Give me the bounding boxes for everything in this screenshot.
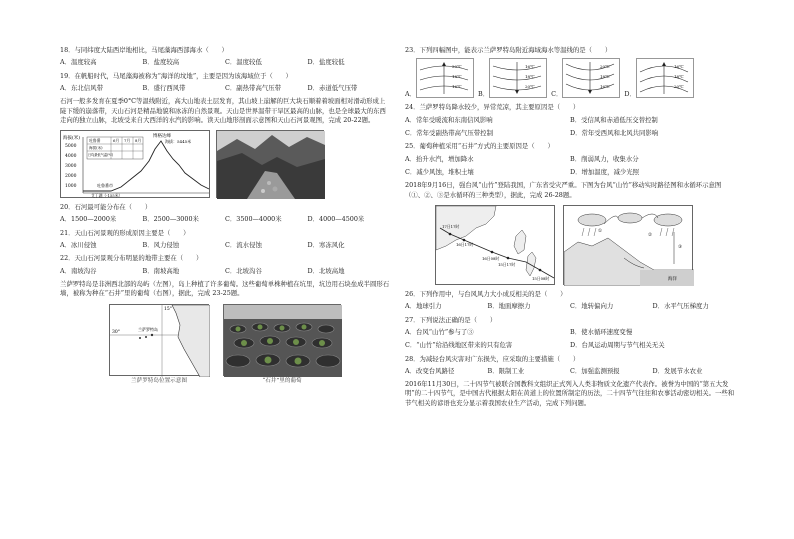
option[interactable]: A．改变台风路径: [405, 366, 455, 375]
q20-options: [60, 215, 390, 223]
left-column: [60, 46, 390, 390]
photo-caption: “石井”里的葡萄: [262, 377, 302, 384]
q26-options: [405, 302, 735, 310]
ocean: [640, 270, 694, 286]
isotherm-diagram-b: [489, 58, 547, 98]
vineyard-photo-block: [223, 304, 341, 385]
question-27: 27．下列说法正确的是（ ）: [405, 315, 497, 324]
vineyard-photo: [223, 304, 341, 376]
option[interactable]: D．赤道低气压带: [307, 83, 358, 92]
y-tick: 1000: [65, 184, 77, 190]
option[interactable]: B．限制工业: [487, 366, 525, 375]
svg-text:18℃: 18℃: [452, 74, 462, 80]
africa-coast: [172, 305, 210, 377]
q27-options-row1: [405, 328, 735, 336]
option[interactable]: D．增加温度，减少光照: [570, 167, 640, 176]
option[interactable]: C．“山竹”给沿线地区带来的只有危害: [405, 341, 513, 350]
question-18: 18．与同纬度大陆西岸地相比，马尾藻海西部海水（ ）: [60, 46, 228, 54]
svg-text:8月: 8月: [135, 138, 142, 144]
option-b-block[interactable]: [478, 58, 547, 98]
base-label: 艾丁湖（-155米）: [91, 193, 123, 199]
option-label: D．: [624, 90, 636, 98]
svg-text:18℃: 18℃: [600, 74, 610, 80]
figure-row-2: [60, 304, 390, 385]
svg-text:20℃: 20℃: [673, 84, 684, 90]
option[interactable]: B．南坡高地: [142, 266, 180, 275]
y-tick: 4000: [65, 154, 77, 160]
q21-options: [60, 241, 390, 249]
svg-text:16℃: 16℃: [673, 64, 684, 70]
svg-text:16℃: 16℃: [452, 84, 462, 90]
y-tick: 3000: [65, 164, 77, 170]
question-28: 28．为减轻台风灾害对广东损失，应采取的主要措施（ ）: [405, 354, 580, 363]
question-22: 22．天山石河景观分布明显的地带主要在（ ）: [60, 254, 203, 263]
option-label: A．: [405, 90, 417, 98]
svg-text:17日17时: 17日17时: [442, 223, 460, 229]
svg-text:20℃: 20℃: [452, 64, 462, 70]
q22-options: [60, 267, 390, 275]
water-cycle-diagram: [563, 205, 693, 285]
q19-options: [60, 84, 390, 92]
option[interactable]: C．北坡沟谷: [225, 266, 262, 275]
tianshan-profile-diagram: [60, 130, 210, 198]
svg-text:海洋: 海洋: [668, 276, 677, 282]
option[interactable]: A．地球引力: [405, 302, 442, 311]
luzon-island: [526, 252, 536, 276]
option[interactable]: C．减少风蚀，堆积土壤: [405, 167, 474, 176]
q24-options-row2: [405, 129, 735, 137]
lanzarote-location-map: [109, 304, 209, 376]
option[interactable]: C．加强监测预报: [570, 366, 620, 375]
option[interactable]: C．常年受副热带高气压带控制: [405, 128, 493, 137]
svg-text:海拔(米): 海拔(米): [89, 146, 103, 151]
svg-text:16日17时: 16日17时: [456, 241, 474, 247]
svg-text:日均最低气温(℃): 日均最低气温(℃): [88, 153, 114, 158]
svg-text:15日17时: 15日17时: [498, 261, 516, 267]
passage-tianshan: 石河一般多发育在夏季0°C等温线附近，高大山地表土层发育，其山坡上崩解的巨大块石顺着着坡面相对滑动形成上陡下缓的崩落带，天山石河是精品地貌和冰冻的自然景观。天山是世界温带干旱区最高的山脉，也是全球最大的东西走向的独立山脉，北坡受来自大西洋的水汽的影响。读天山地形剖面示意图和天山石河景观图，完成 20-22题。: [60, 97, 386, 124]
svg-text:兰萨罗特岛: 兰萨罗特岛: [138, 326, 158, 332]
lanzarote-map-block: [109, 304, 209, 385]
svg-text:18℃: 18℃: [673, 74, 684, 80]
map-caption: 兰萨罗特岛位置示意图: [131, 377, 187, 384]
option[interactable]: B．削弱风力，收集水分: [570, 154, 639, 163]
option-d-block[interactable]: [624, 58, 694, 98]
option-c-block[interactable]: [551, 58, 620, 98]
isotherm-options: [405, 58, 735, 98]
option[interactable]: A．1500—2000米: [60, 215, 117, 224]
svg-text:①: ①: [598, 228, 603, 234]
city-label: 吐鲁番市: [97, 183, 113, 189]
question-26: 26．下列作用中，与台风风力大小成反相关的是（ ）: [405, 289, 567, 298]
option[interactable]: A．常年受暖流和东南信风影响: [405, 115, 493, 124]
svg-text:16℃: 16℃: [600, 84, 610, 90]
passage-solar-terms: 2016年11月30日，二十四节气被联合国教科文组织正式列入人类非物质文化遗产代表作。被誉为中国的“第五大发明”的二十四节气，是中国古代根据太阳在黄道上的位置所制定的历法，二十四节气往往和农事活动密切相关。一些和节气相关的谚语也充分显示着我国农业生产活动，完成下列问题。: [405, 380, 735, 407]
stone-river-photo: [216, 130, 324, 198]
option[interactable]: B．风力侵蚀: [142, 241, 180, 250]
option[interactable]: D．盐度较低: [307, 58, 345, 67]
question-23: 23．下列四幅图中，能表示兰萨罗特岛附近海域海水等温线的是（ ）: [405, 46, 612, 54]
question-24: 24．兰萨罗特岛降水较少，异常荒凉，其主要原因是（ ）: [405, 103, 580, 112]
svg-text:②: ②: [648, 232, 653, 238]
q18-options: [60, 58, 390, 66]
right-column: [405, 46, 735, 413]
option[interactable]: C．流水侵蚀: [225, 241, 262, 250]
svg-text:吐鲁番: 吐鲁番: [89, 138, 101, 144]
svg-text:15°: 15°: [164, 306, 172, 312]
q24-options-row1: [405, 116, 735, 124]
question-19: 19．在帆船时代，马尾藻海被称为“海洋的坟地”，主要是因为该海域位于（ ）: [60, 71, 292, 80]
option-a-block[interactable]: [405, 58, 474, 98]
peak-name: 博格达峰: [153, 134, 171, 140]
svg-text:30°: 30°: [112, 329, 120, 335]
option[interactable]: A．东北信风带: [60, 83, 103, 92]
option[interactable]: A．抬升水汽，增加降水: [405, 154, 474, 163]
option[interactable]: B．盐度较高: [142, 58, 180, 67]
option[interactable]: A．冰川侵蚀: [60, 241, 97, 250]
question-25: 25．葡萄种植采用“石井”方式的主要原因是（ ）: [405, 142, 554, 151]
cloud: [578, 214, 606, 226]
svg-text:15日08时: 15日08时: [532, 275, 550, 281]
option[interactable]: A．温度较高: [60, 58, 97, 67]
option[interactable]: C．3500—4000米: [225, 215, 282, 224]
isotherm-diagram-c: [562, 58, 620, 98]
figure-row-1: [60, 130, 390, 198]
taiwan-island: [514, 230, 526, 254]
svg-text:18℃: 18℃: [525, 74, 535, 80]
option[interactable]: C．副热带高气压带: [225, 83, 282, 92]
option[interactable]: D．常年受西风和北风共同影响: [570, 128, 659, 137]
passage-lanzarote: 兰萨罗特岛是非洲西北部的岛屿（左图），岛上种植了许多葡萄。这些葡萄单株种植在坑里，坑边用石块垒成半圆形石墙，被称为种在“石井”里的葡萄（右图），据此，完成 23-25题。: [60, 280, 390, 298]
svg-text:7月: 7月: [124, 138, 131, 144]
svg-text:16℃: 16℃: [525, 64, 535, 70]
option[interactable]: B．地面摩擦力: [487, 302, 531, 311]
option[interactable]: D．寒冻风化: [307, 241, 345, 250]
option[interactable]: B．盛行西风带: [142, 83, 186, 92]
figure-row-3: [435, 205, 735, 285]
question-20: 20．石河最可能分布在（ ）: [60, 203, 152, 212]
svg-text:6月: 6月: [113, 138, 120, 144]
option[interactable]: B．受信风和赤道低压交替控制: [570, 115, 658, 124]
y-tick: 2000: [65, 174, 77, 180]
option-label: C．: [551, 90, 563, 98]
option[interactable]: D．北坡高地: [307, 266, 345, 275]
y-tick: 5000: [65, 144, 77, 150]
svg-text:③: ③: [678, 244, 683, 250]
option[interactable]: B．2500—3000米: [142, 215, 199, 224]
question-21: 21．天山石河景观的形成原因主要是（ ）: [60, 228, 190, 237]
island-marker: [151, 333, 153, 335]
y-axis-label: 海拔(米): [63, 136, 81, 142]
option[interactable]: A．南坡沟谷: [60, 266, 97, 275]
option[interactable]: C．温度较低: [225, 58, 262, 67]
q27-options-row2: [405, 341, 735, 349]
svg-text:16日08时: 16日08时: [482, 255, 500, 261]
option[interactable]: B．使水循环速度变慢: [570, 327, 633, 336]
q28-options: [405, 367, 735, 375]
svg-text:20℃: 20℃: [525, 84, 535, 90]
passage-typhoon: 2018年9月16日，强台风“山竹”登陆我国，广东省受灾严重。下图为台风“山竹”移动实时路径图和水循环示意图（①、②、③是水循环的三种类型），据此，完成 26-28题。: [405, 181, 722, 199]
q25-options-row2: [405, 168, 735, 176]
option[interactable]: D．台风运动周期与节气相关无关: [570, 341, 665, 350]
option[interactable]: D．水平气压梯度力: [652, 302, 709, 311]
option[interactable]: C．地转偏向力: [570, 302, 614, 311]
svg-text:20℃: 20℃: [600, 64, 610, 70]
option[interactable]: D．4000—4500米: [307, 215, 365, 224]
option-label: B．: [478, 90, 490, 98]
isotherm-diagram-a: [416, 58, 474, 98]
peak-altitude: 海拔：5445米: [165, 139, 192, 145]
q25-options-row1: [405, 155, 735, 163]
option[interactable]: A．台风“山竹”参与了③: [405, 327, 474, 336]
isotherm-diagram-d: [636, 58, 694, 98]
typhoon-track-map: [435, 205, 555, 285]
option[interactable]: D．发展节水农业: [652, 366, 703, 375]
